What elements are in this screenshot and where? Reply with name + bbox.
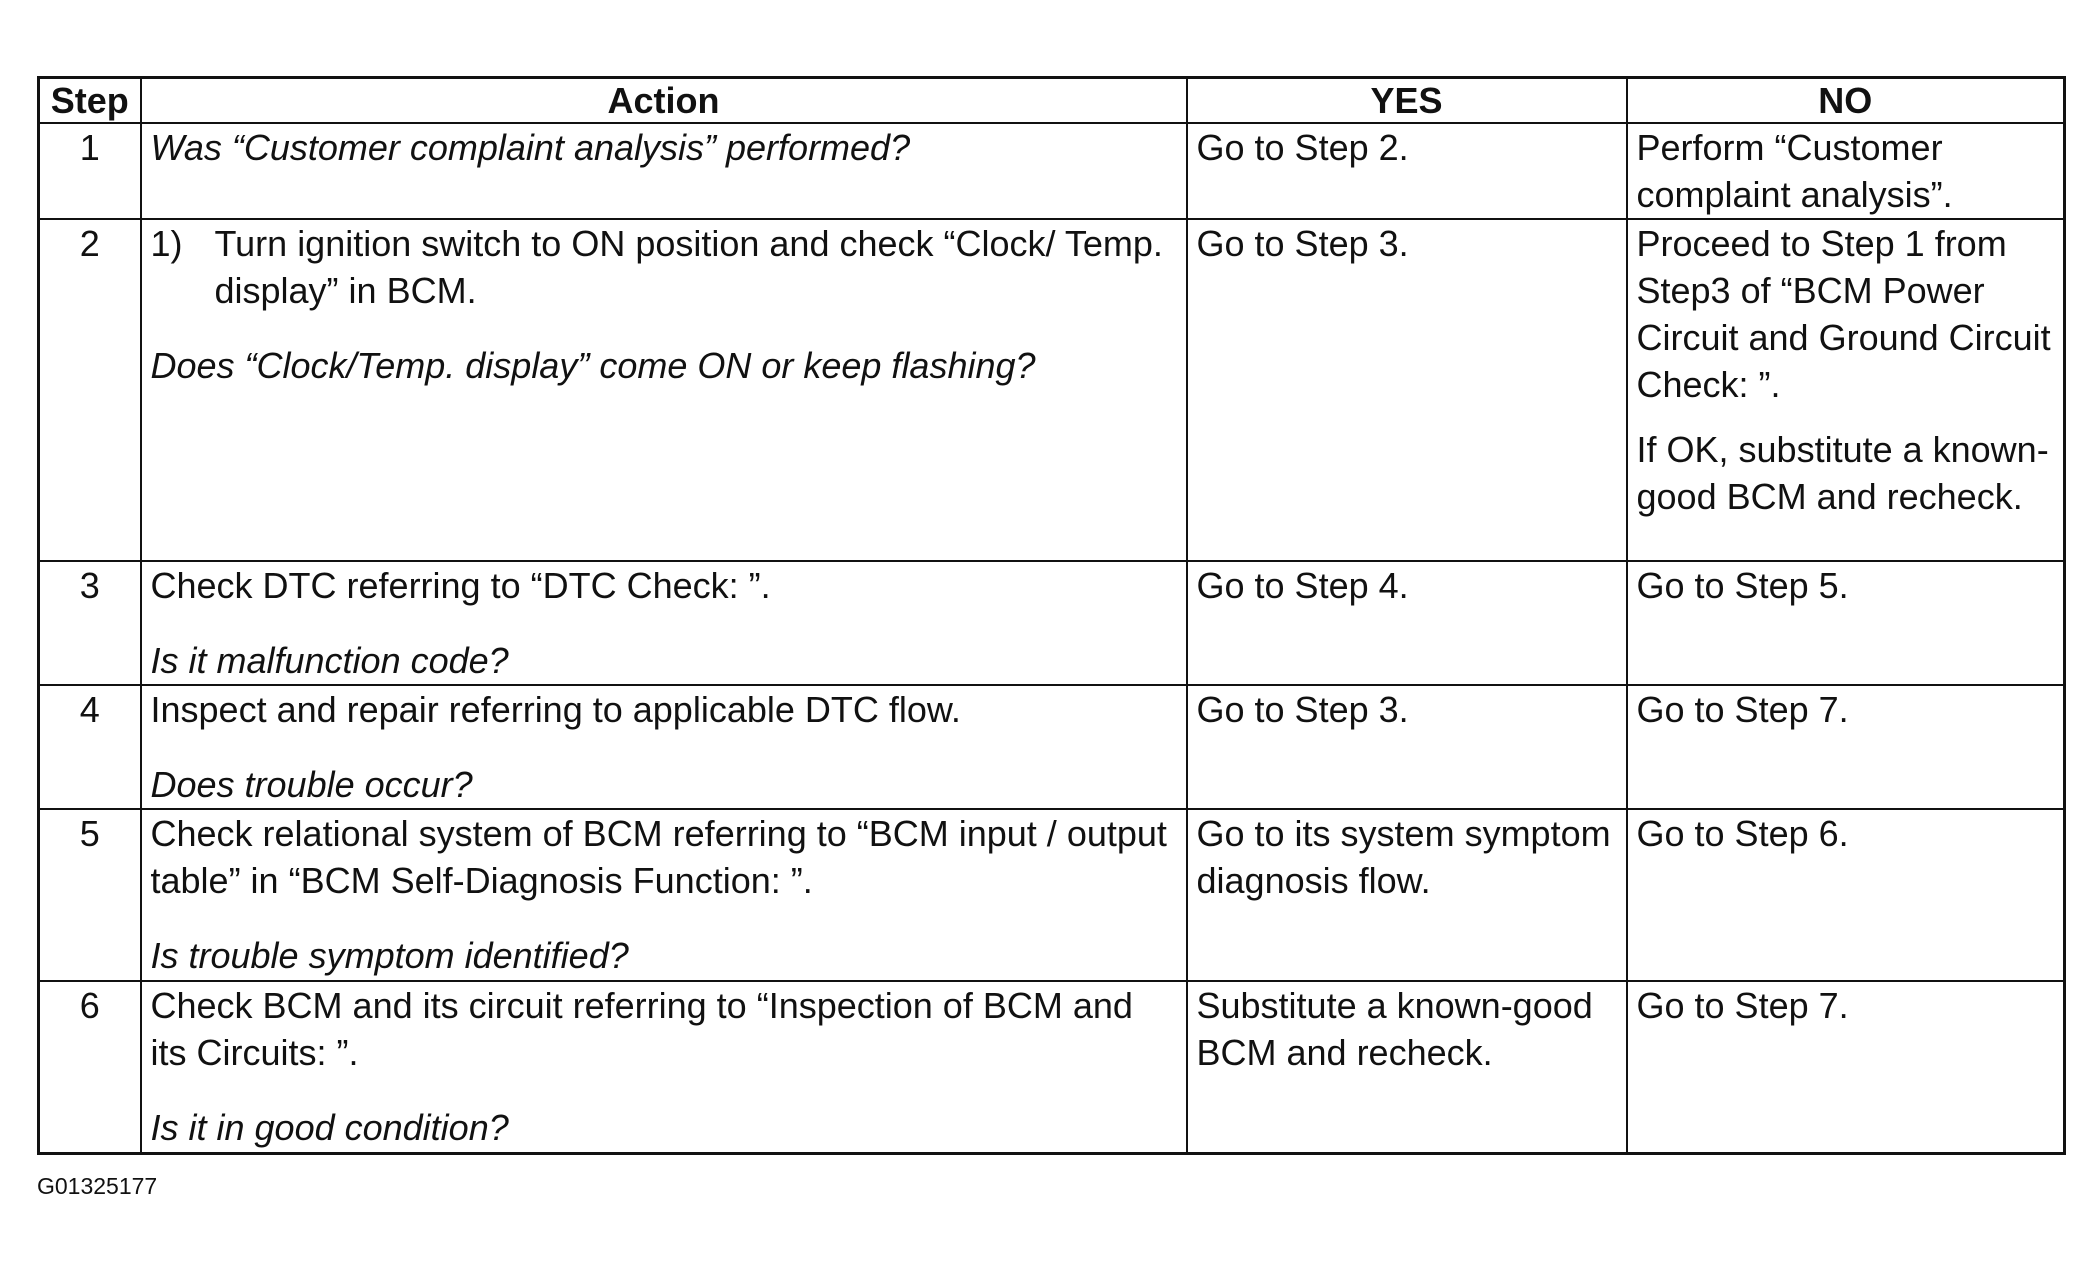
- step-number: 3: [39, 561, 141, 685]
- action-item-number: 1): [150, 223, 183, 264]
- yes-cell: Go to Step 3.: [1187, 685, 1627, 809]
- yes-cell: Go to Step 3.: [1187, 219, 1627, 561]
- figure-id: G01325177: [37, 1173, 158, 1199]
- action-cell: [141, 981, 1187, 1153]
- no-cell: Go to Step 7.: [1627, 981, 2065, 1153]
- table-row: [39, 123, 2065, 219]
- action-numbered-item: [151, 220, 1177, 314]
- step-number: 6: [39, 981, 141, 1153]
- table-header-row: [39, 78, 2065, 124]
- step-number: 5: [39, 809, 141, 981]
- action-question: Does “Clock/Temp. display” come ON or keep flashing?: [150, 345, 1036, 386]
- action-question: Is trouble symptom identified?: [150, 935, 629, 976]
- no-cell: [1627, 219, 2065, 561]
- yes-cell: Go to its system symptom diagnosis flow.: [1187, 809, 1627, 981]
- yes-cell: Go to Step 2.: [1187, 123, 1627, 219]
- action-cell: [141, 123, 1187, 219]
- action-text: Check relational system of BCM referring to “BCM input / output table” in “BCM Self-Diagnosis Function: ”.: [150, 813, 1167, 901]
- action-text: Check BCM and its circuit referring to “Inspection of BCM and its Circuits: ”.: [150, 985, 1133, 1073]
- table-row: [39, 685, 2065, 809]
- action-question: Does trouble occur?: [150, 764, 473, 805]
- table-row: [39, 561, 2065, 685]
- table-row: [39, 219, 2065, 561]
- no-cell: Go to Step 6.: [1627, 809, 2065, 981]
- action-text: Inspect and repair referring to applicable DTC flow.: [150, 689, 961, 730]
- step-number: 1: [39, 123, 141, 219]
- action-cell: [141, 809, 1187, 981]
- table-row: [39, 981, 2065, 1153]
- yes-cell: Go to Step 4.: [1187, 561, 1627, 685]
- action-text: Check DTC referring to “DTC Check: ”.: [150, 565, 771, 606]
- action-text: Turn ignition switch to ON position and check “Clock/ Temp. display” in BCM.: [214, 223, 1163, 311]
- no-text-2: If OK, substitute a known-good BCM and recheck.: [1636, 429, 2049, 517]
- no-cell: Go to Step 5.: [1627, 561, 2065, 685]
- header-action: Action: [141, 78, 1187, 124]
- header-step: Step: [39, 78, 141, 124]
- action-cell: [141, 561, 1187, 685]
- action-question: Is it malfunction code?: [150, 640, 509, 681]
- action-cell: [141, 219, 1187, 561]
- step-number: 2: [39, 219, 141, 561]
- table-row: [39, 809, 2065, 981]
- no-cell: Go to Step 7.: [1627, 685, 2065, 809]
- header-no: NO: [1627, 78, 2065, 124]
- no-text: Proceed to Step 1 from Step3 of “BCM Power Circuit and Ground Circuit Check: ”.: [1636, 223, 2051, 405]
- action-question: Was “Customer complaint analysis” performed?: [150, 127, 911, 168]
- yes-cell: Substitute a known-good BCM and recheck.: [1187, 981, 1627, 1153]
- action-cell: [141, 685, 1187, 809]
- action-question: Is it in good condition?: [150, 1107, 509, 1148]
- step-number: 4: [39, 685, 141, 809]
- diagnosis-table: [37, 76, 2066, 1155]
- header-yes: YES: [1187, 78, 1627, 124]
- no-cell: Perform “Customer complaint analysis”.: [1627, 123, 2065, 219]
